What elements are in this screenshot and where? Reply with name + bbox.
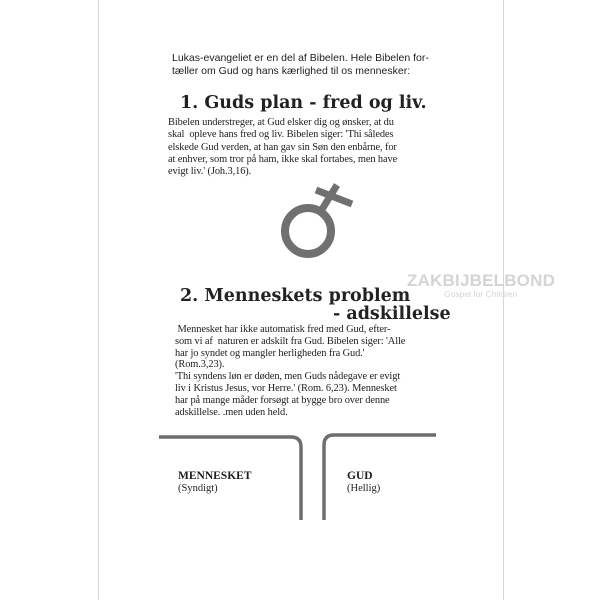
diagram-label-human <box>178 470 252 495</box>
section2-line: adskillelse. .men uden held. <box>175 406 288 418</box>
diagram-label-god <box>347 470 380 495</box>
intro-line: Lukas-evangeliet er en del af Bibelen. Hele Bibelen for- <box>172 52 429 64</box>
section2-line: har på mange måder forsøgt at bygge bro over denne <box>175 394 390 406</box>
section1-line: evigt liv.' (Joh.3,16). <box>168 166 252 178</box>
section2-heading: 2. Menneskets problem <box>180 286 411 306</box>
section1-line: Bibelen understreger, at Gud elsker dig og ønsker, at du <box>168 117 394 128</box>
section2-line: Mennesket har ikke automatisk fred med Gud, efter- <box>175 324 391 335</box>
separation-diagram <box>99 0 505 600</box>
label-god-sub: (Hellig) <box>347 483 381 494</box>
label-god-title: GUD <box>347 470 373 482</box>
section2-heading-continued: - adskillelse <box>333 304 451 324</box>
section1-line: elskede Gud verden, at han gav sin Søn den enbårne, for <box>168 141 397 153</box>
section1-heading: 1. Guds plan - fred og liv. <box>180 93 427 113</box>
section2-line: har jo syndet og mangler herligheden fra Gud.' <box>175 347 365 359</box>
section1-line: at enhver, som tror på ham, ikke skal fortabes, men have <box>168 153 398 165</box>
section2-line: som vi af naturen er adskilt fra Gud. Bibelen siger: 'Alle <box>175 335 406 347</box>
intro-line: tæller om Gud og hans kærlighed til os mennesker: <box>172 65 411 77</box>
section1-line: skal opleve hans fred og liv. Bibelen siger: 'Thi således <box>168 129 394 141</box>
booklet-page <box>98 0 556 600</box>
section2-line: (Rom.3,23). <box>175 359 225 371</box>
label-human-sub: (Syndigt) <box>178 483 218 494</box>
section2-line: liv i Kristus Jesus, vor Herre.' (Rom. 6,23). Mennesket <box>175 382 397 394</box>
label-human-title: MENNESKET <box>178 470 252 482</box>
watermark-tagline: Gospel for Children <box>444 289 518 299</box>
watermark-name: ZAKBIJBELBOND <box>407 271 556 290</box>
section2-line: 'Thi syndens løn er døden, men Guds nådegave er evigt <box>175 371 401 383</box>
